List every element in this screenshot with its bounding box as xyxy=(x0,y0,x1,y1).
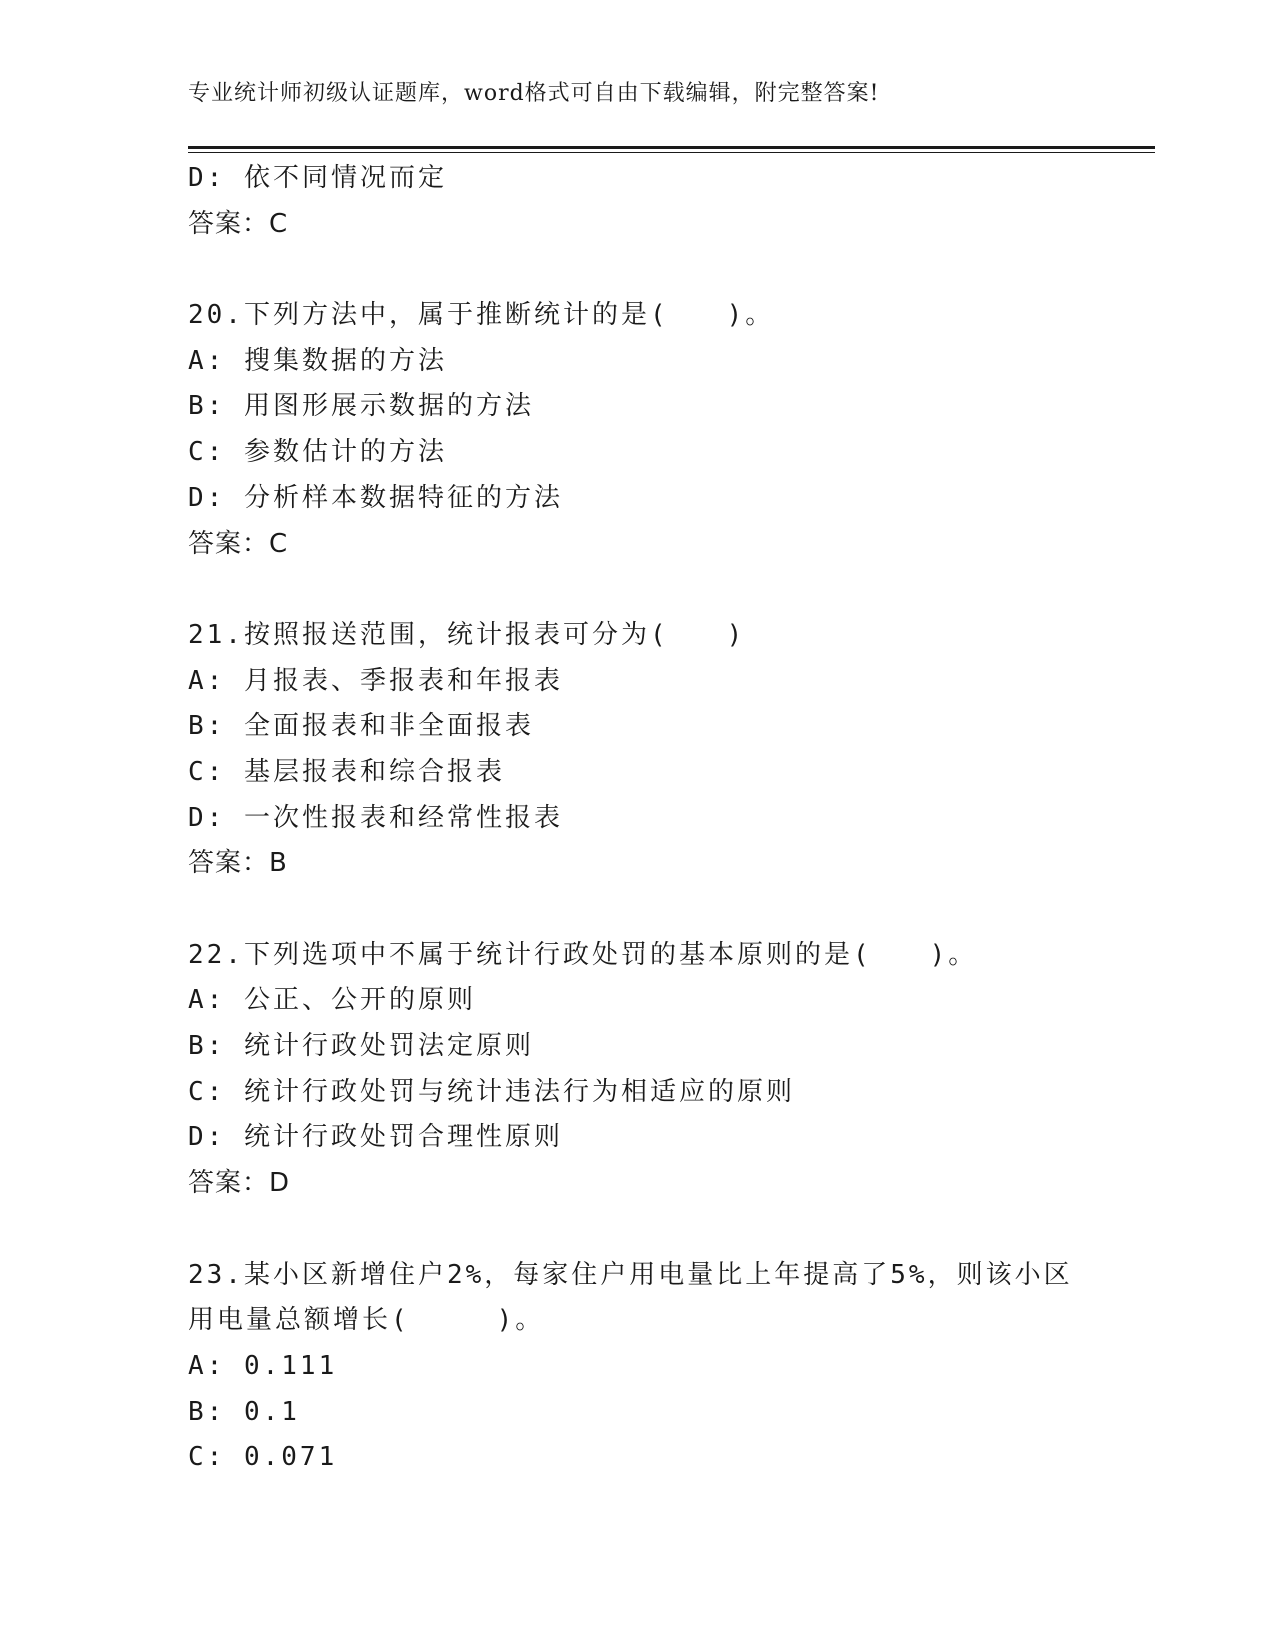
option-line: A: 月报表、季报表和年报表 xyxy=(188,665,563,696)
spacer xyxy=(188,887,1148,933)
option-line: B: 用图形展示数据的方法 xyxy=(188,391,534,422)
spacer xyxy=(188,1207,1148,1253)
option-line: D: 依不同情况而定 xyxy=(188,163,447,193)
option-line: D: 一次性报表和经常性报表 xyxy=(188,802,563,833)
question-line: 20.下列方法中，属于推断统计的是( )。 xyxy=(188,300,775,331)
option-line: B: 统计行政处罚法定原则 xyxy=(188,1031,534,1062)
option-line: C: 统计行政处罚与统计违法行为相适应的原则 xyxy=(188,1076,795,1107)
spacer xyxy=(188,247,1148,293)
spacer xyxy=(188,567,1148,613)
question-line: 用电量总额增长( )。 xyxy=(188,1305,545,1336)
option-line: C: 参数估计的方法 xyxy=(188,437,447,468)
question-content xyxy=(188,156,1148,1481)
option-line: C: 基层报表和综合报表 xyxy=(188,756,505,787)
option-line: A: 0.111 xyxy=(188,1350,338,1381)
option-line: A: 公正、公开的原则 xyxy=(188,985,476,1016)
option-line: D: 分析样本数据特征的方法 xyxy=(188,482,563,513)
question-line: 22.下列选项中不属于统计行政处罚的基本原则的是( )。 xyxy=(188,939,978,970)
option-line: B: 0.1 xyxy=(188,1396,300,1427)
option-line: D: 统计行政处罚合理性原则 xyxy=(188,1122,563,1153)
answer-line: 答案：C xyxy=(188,208,289,239)
option-line: A: 搜集数据的方法 xyxy=(188,345,447,376)
page-header: 专业统计师初级认证题库，word格式可自由下载编辑，附完整答案! xyxy=(188,81,880,106)
question-line: 21.按照报送范围，统计报表可分为( ) xyxy=(188,619,746,650)
header-rule-thin xyxy=(188,152,1155,153)
answer-line: 答案：B xyxy=(188,848,288,879)
question-line: 23.某小区新增住户2%，每家住户用电量比上年提高了5%，则该小区 xyxy=(188,1259,1073,1290)
option-line: B: 全面报表和非全面报表 xyxy=(188,711,534,742)
answer-line: 答案：D xyxy=(188,1168,291,1199)
option-line: C: 0.071 xyxy=(188,1442,338,1473)
answer-line: 答案：C xyxy=(188,528,289,559)
header-rule-thick xyxy=(188,146,1155,149)
